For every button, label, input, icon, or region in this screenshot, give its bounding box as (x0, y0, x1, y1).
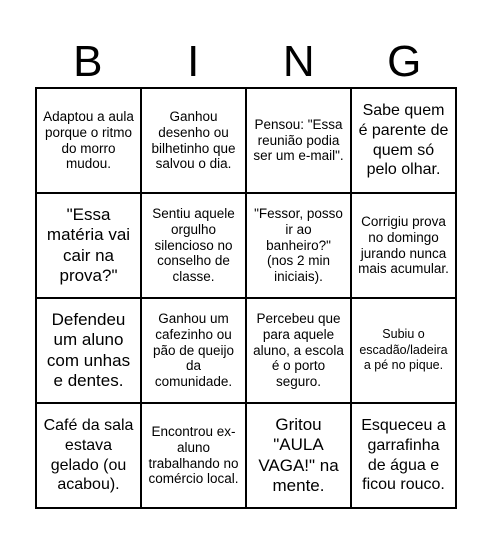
cell-text: Ganhou um cafezinho ou pão de queijo da comunidade. (152, 310, 235, 390)
bingo-cell[interactable] (142, 89, 247, 194)
cell-text: Gritou "AULA VAGA!" na mente. (258, 414, 339, 495)
cell-text: Subiu o escadão/ladeira a pé no pique. (359, 327, 448, 373)
bingo-grid (35, 87, 457, 509)
bingo-cell[interactable] (247, 299, 352, 404)
cell-text: Defendeu um aluno com unhas e dentes. (46, 309, 131, 390)
bingo-cell[interactable] (37, 194, 142, 299)
bingo-cell[interactable] (352, 404, 457, 509)
title-letter-i: I (187, 37, 200, 86)
cell-text: "Fessor, posso ir ao banheiro?" (nos 2 min iniciais). (254, 205, 343, 285)
cell-text: Café da sala estava gelado (ou acabou). (43, 417, 134, 494)
bingo-cell[interactable] (247, 404, 352, 509)
cell-text: Pensou: "Essa reunião podia ser um e-mail". (253, 116, 344, 164)
bingo-title (35, 38, 457, 86)
bingo-cell[interactable] (37, 299, 142, 404)
cell-text: Ganhou desenho ou bilhetinho que salvou o dia. (151, 108, 236, 172)
cell-text: Esqueceu a garrafinha de água e ficou rouco. (361, 417, 446, 494)
title-letter-g: G (387, 37, 422, 86)
cell-text: Corrigiu prova no domingo jurando nunca mais acumular. (358, 213, 449, 277)
bingo-cell[interactable] (142, 404, 247, 509)
bingo-cell[interactable] (142, 299, 247, 404)
bingo-cell[interactable] (37, 89, 142, 194)
cell-text: Adaptou a aula porque o ritmo do morro mudou. (43, 108, 134, 172)
bingo-cell[interactable] (247, 89, 352, 194)
bingo-cell[interactable] (247, 194, 352, 299)
bingo-cell[interactable] (352, 89, 457, 194)
bingo-cell[interactable] (142, 194, 247, 299)
cell-text: Sabe quem é parente de quem só pelo olhar. (358, 102, 449, 179)
cell-text: "Essa matéria vai cair na prova?" (46, 204, 131, 285)
cell-text: Percebeu que para aquele aluno, a escola é o porto seguro. (253, 310, 344, 390)
title-letter-b: B (73, 37, 103, 86)
bingo-cell[interactable] (352, 299, 457, 404)
cell-text: Encontrou ex-aluno trabalhando no comércio local. (148, 423, 239, 487)
title-letter-n: N (282, 37, 315, 86)
cell-text: Sentiu aquele orgulho silencioso no conselho de classe. (152, 205, 235, 285)
bingo-cell[interactable] (37, 404, 142, 509)
bingo-cell[interactable] (352, 194, 457, 299)
